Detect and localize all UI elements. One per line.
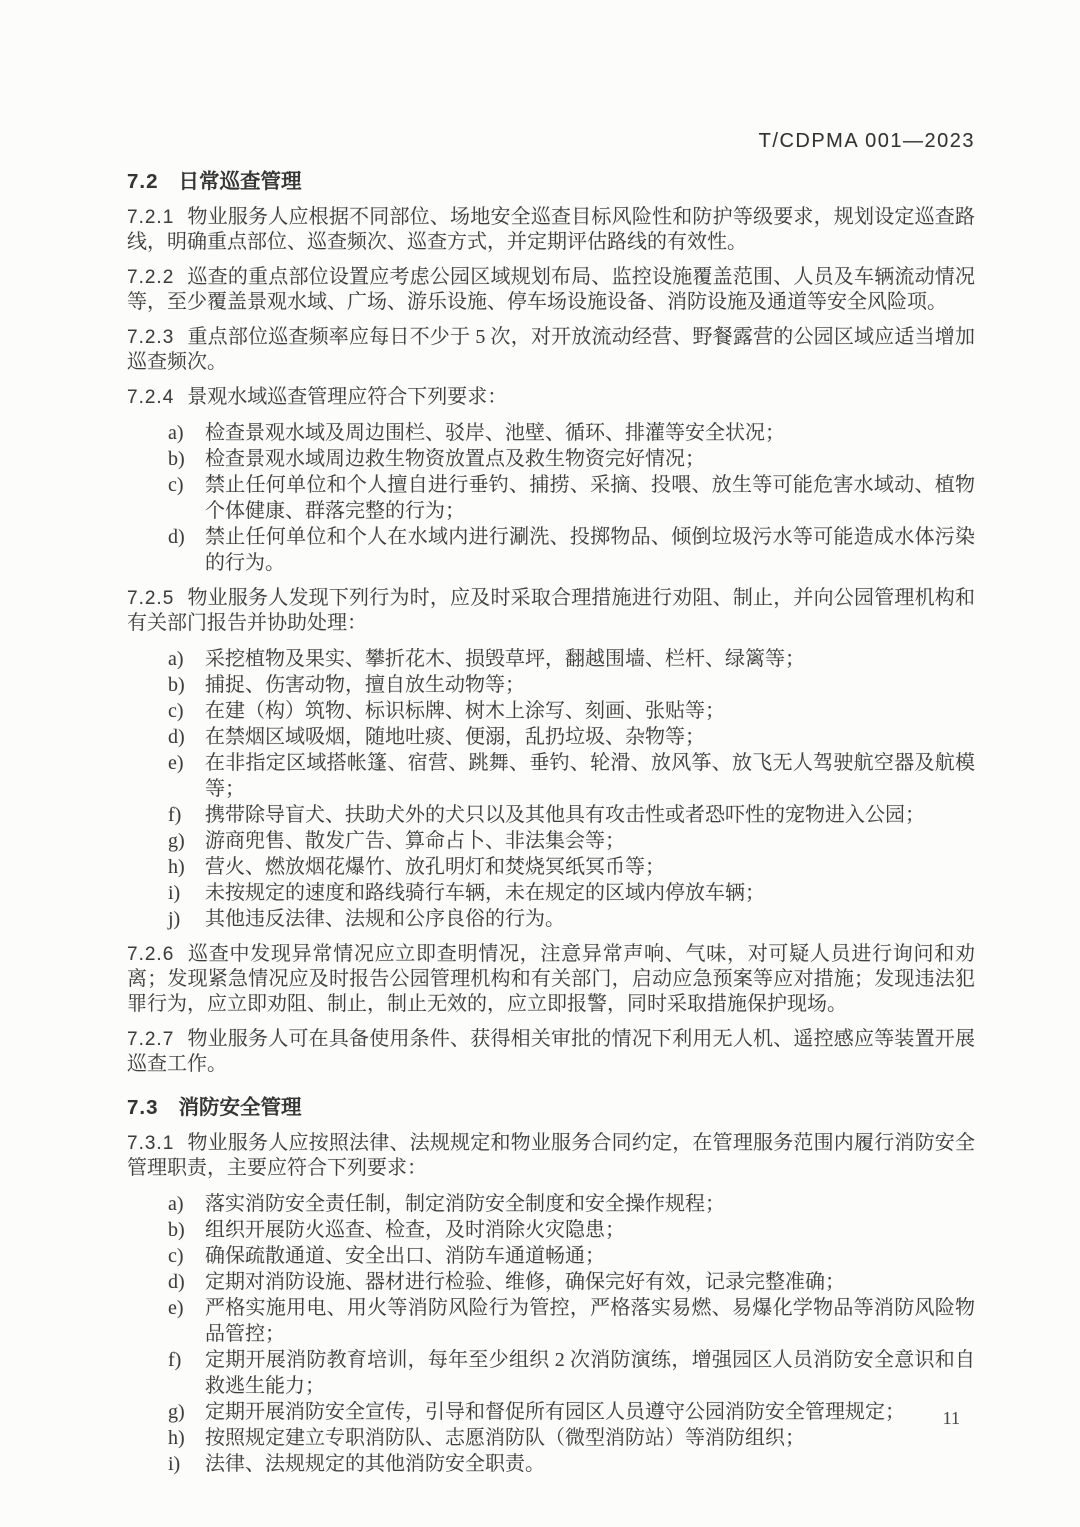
- list-item-text: 确保疏散通道、安全出口、消防车通道畅通；: [205, 1245, 605, 1267]
- list-item-text: 其他违反法律、法规和公序良俗的行为。: [205, 908, 565, 930]
- clause-text: 重点部位巡查频率应每日不少于 5 次，对开放流动经营、野餐露营的公园区域应适当增加巡查频次。: [127, 326, 975, 373]
- list-item-text: 未按规定的速度和路线骑行车辆，未在规定的区域内停放车辆；: [205, 882, 765, 904]
- list-7-2-5: [127, 646, 975, 932]
- list-item: [168, 1451, 975, 1477]
- list-item-letter: b): [168, 448, 185, 470]
- list-item-letter: g): [168, 830, 185, 852]
- list-item: [168, 646, 975, 672]
- heading-number: 7.2: [127, 170, 159, 193]
- list-item: [168, 828, 975, 854]
- list-item-text: 在非指定区域搭帐篷、宿营、跳舞、垂钓、轮滑、放风筝、放飞无人驾驶航空器及航模等；: [205, 752, 975, 800]
- list-item: [168, 1295, 975, 1347]
- list-item-letter: c): [168, 700, 184, 722]
- list-item: [168, 1217, 975, 1243]
- list-item-letter: a): [168, 1193, 184, 1215]
- clause-7-2-5: [127, 586, 975, 636]
- list-item-letter: d): [168, 526, 185, 548]
- clause-text: 景观水域巡查管理应符合下列要求：: [187, 386, 508, 408]
- clause-text: 物业服务人应根据不同部位、场地安全巡查目标风险性和防护等级要求，规划设定巡查路线，明确重点部位、巡查频次、巡查方式，并定期评估路线的有效性。: [127, 206, 975, 253]
- clause-7-2-2: [127, 265, 975, 315]
- clause-7-2-3: [127, 325, 975, 375]
- list-item-letter: f): [168, 1349, 182, 1371]
- list-item: [168, 420, 975, 446]
- clause-number: 7.2.5: [127, 588, 175, 609]
- list-item: [168, 698, 975, 724]
- list-item: [168, 880, 975, 906]
- clause-number: 7.3.1: [127, 1133, 175, 1154]
- list-item-letter: d): [168, 726, 185, 748]
- list-item: [168, 1269, 975, 1295]
- list-item: [168, 1191, 975, 1217]
- list-item-text: 营火、燃放烟花爆竹、放孔明灯和焚烧冥纸冥币等；: [205, 856, 665, 878]
- list-item-text: 法律、法规规定的其他消防安全职责。: [205, 1453, 545, 1475]
- list-item-text: 游商兜售、散发广告、算命占卜、非法集会等；: [205, 830, 625, 852]
- list-item-text: 落实消防安全责任制，制定消防安全制度和安全操作规程；: [205, 1193, 725, 1215]
- list-item-letter: h): [168, 1427, 185, 1449]
- clause-number: 7.2.6: [127, 944, 175, 965]
- list-item-letter: c): [168, 1245, 184, 1267]
- list-item: [168, 672, 975, 698]
- list-item-letter: d): [168, 1271, 185, 1293]
- list-item: [168, 1425, 975, 1451]
- list-item-text: 严格实施用电、用火等消防风险行为管控，严格落实易燃、易爆化学物品等消防风险物品管控；: [205, 1297, 975, 1345]
- list-7-3-1: [127, 1191, 975, 1477]
- clause-text: 巡查中发现异常情况应立即查明情况，注意异常声响、气味，对可疑人员进行询问和劝离；发现紧急情况应及时报告公园管理机构和有关部门，启动应急预案等应对措施；发现违法犯罪行为，应立即劝阻、制止，制止无效的，应立即报警，同时采取措施保护现场。: [127, 943, 975, 1015]
- list-7-2-4: [127, 420, 975, 576]
- list-item-text: 在建（构）筑物、标识标牌、树木上涂写、刻画、张贴等；: [205, 700, 725, 722]
- clause-text: 物业服务人可在具备使用条件、获得相关审批的情况下利用无人机、遥控感应等装置开展巡查工作。: [127, 1028, 975, 1075]
- list-item-text: 检查景观水域周边救生物资放置点及救生物资完好情况；: [205, 448, 705, 470]
- list-item-letter: c): [168, 474, 184, 496]
- list-item-text: 定期对消防设施、器材进行检验、维修，确保完好有效，记录完整准确；: [205, 1271, 845, 1293]
- list-item-letter: e): [168, 752, 184, 774]
- list-item-letter: h): [168, 856, 185, 878]
- list-item-letter: i): [168, 882, 181, 904]
- clause-number: 7.2.1: [127, 207, 175, 228]
- list-item: [168, 906, 975, 932]
- clause-7-2-7: [127, 1027, 975, 1077]
- list-item-text: 携带除导盲犬、扶助犬外的犬只以及其他具有攻击性或者恐吓性的宠物进入公园；: [205, 804, 925, 826]
- clause-text: 物业服务人发现下列行为时，应及时采取合理措施进行劝阻、制止，并向公园管理机构和有关部门报告并协助处理：: [127, 587, 975, 634]
- list-item-letter: a): [168, 422, 184, 444]
- clause-number: 7.2.3: [127, 327, 175, 348]
- list-item-letter: b): [168, 674, 185, 696]
- clause-7-3-1: [127, 1131, 975, 1181]
- list-item-letter: g): [168, 1401, 185, 1423]
- page-number: 11: [942, 1408, 960, 1428]
- list-item-text: 定期开展消防安全宣传，引导和督促所有园区人员遵守公园消防安全管理规定；: [205, 1401, 905, 1423]
- clause-number: 7.2.2: [127, 267, 175, 288]
- section-heading-7-3: [127, 1095, 975, 1121]
- list-item-letter: e): [168, 1297, 184, 1319]
- clause-7-2-1: [127, 205, 975, 255]
- list-item-letter: f): [168, 804, 182, 826]
- list-item-letter: b): [168, 1219, 185, 1241]
- clause-number: 7.2.7: [127, 1029, 175, 1050]
- list-item-text: 按照规定建立专职消防队、志愿消防队（微型消防站）等消防组织；: [205, 1427, 805, 1449]
- list-item: [168, 1347, 975, 1399]
- list-item: [168, 802, 975, 828]
- heading-title: 日常巡查管理: [178, 170, 302, 193]
- clause-7-2-4: [127, 385, 975, 410]
- section-heading-7-2: [127, 169, 975, 195]
- list-item: [168, 1243, 975, 1269]
- list-item-text: 组织开展防火巡查、检查，及时消除火灾隐患；: [205, 1219, 625, 1241]
- list-item-text: 禁止任何单位和个人在水域内进行涮洗、投掷物品、倾倒垃圾污水等可能造成水体污染的行为。: [205, 526, 975, 574]
- standard-code-header: T/CDPMA 001—2023: [758, 130, 975, 152]
- heading-number: 7.3: [127, 1096, 159, 1119]
- list-item: [168, 724, 975, 750]
- list-item-letter: a): [168, 648, 184, 670]
- clause-number: 7.2.4: [127, 387, 175, 408]
- list-item-letter: i): [168, 1453, 181, 1475]
- list-item-text: 在禁烟区域吸烟，随地吐痰、便溺，乱扔垃圾、杂物等；: [205, 726, 705, 748]
- list-item-text: 捕捉、伤害动物，擅自放生动物等；: [205, 674, 525, 696]
- list-item: [168, 854, 975, 880]
- list-item-text: 禁止任何单位和个人擅自进行垂钓、捕捞、采摘、投喂、放生等可能危害水域动、植物个体健康、群落完整的行为；: [205, 474, 975, 522]
- list-item-letter: j): [168, 908, 181, 930]
- list-item-text: 定期开展消防教育培训，每年至少组织 2 次消防演练，增强园区人员消防安全意识和自救逃生能力；: [205, 1349, 975, 1397]
- list-item: [168, 750, 975, 802]
- heading-title: 消防安全管理: [178, 1096, 302, 1119]
- list-item: [168, 524, 975, 576]
- clause-text: 物业服务人应按照法律、法规规定和物业服务合同约定，在管理服务范围内履行消防安全管理职责，主要应符合下列要求：: [127, 1132, 975, 1179]
- clause-7-2-6: [127, 942, 975, 1017]
- clause-text: 巡查的重点部位设置应考虑公园区域规划布局、监控设施覆盖范围、人员及车辆流动情况等，至少覆盖景观水域、广场、游乐设施、停车场设施设备、消防设施及通道等安全风险项。: [127, 266, 975, 313]
- list-item: [168, 472, 975, 524]
- list-item: [168, 1399, 975, 1425]
- list-item-text: 采挖植物及果实、攀折花木、损毁草坪，翻越围墙、栏杆、绿篱等；: [205, 648, 805, 670]
- list-item: [168, 446, 975, 472]
- list-item-text: 检查景观水域及周边围栏、驳岸、池壁、循环、排灌等安全状况；: [205, 422, 785, 444]
